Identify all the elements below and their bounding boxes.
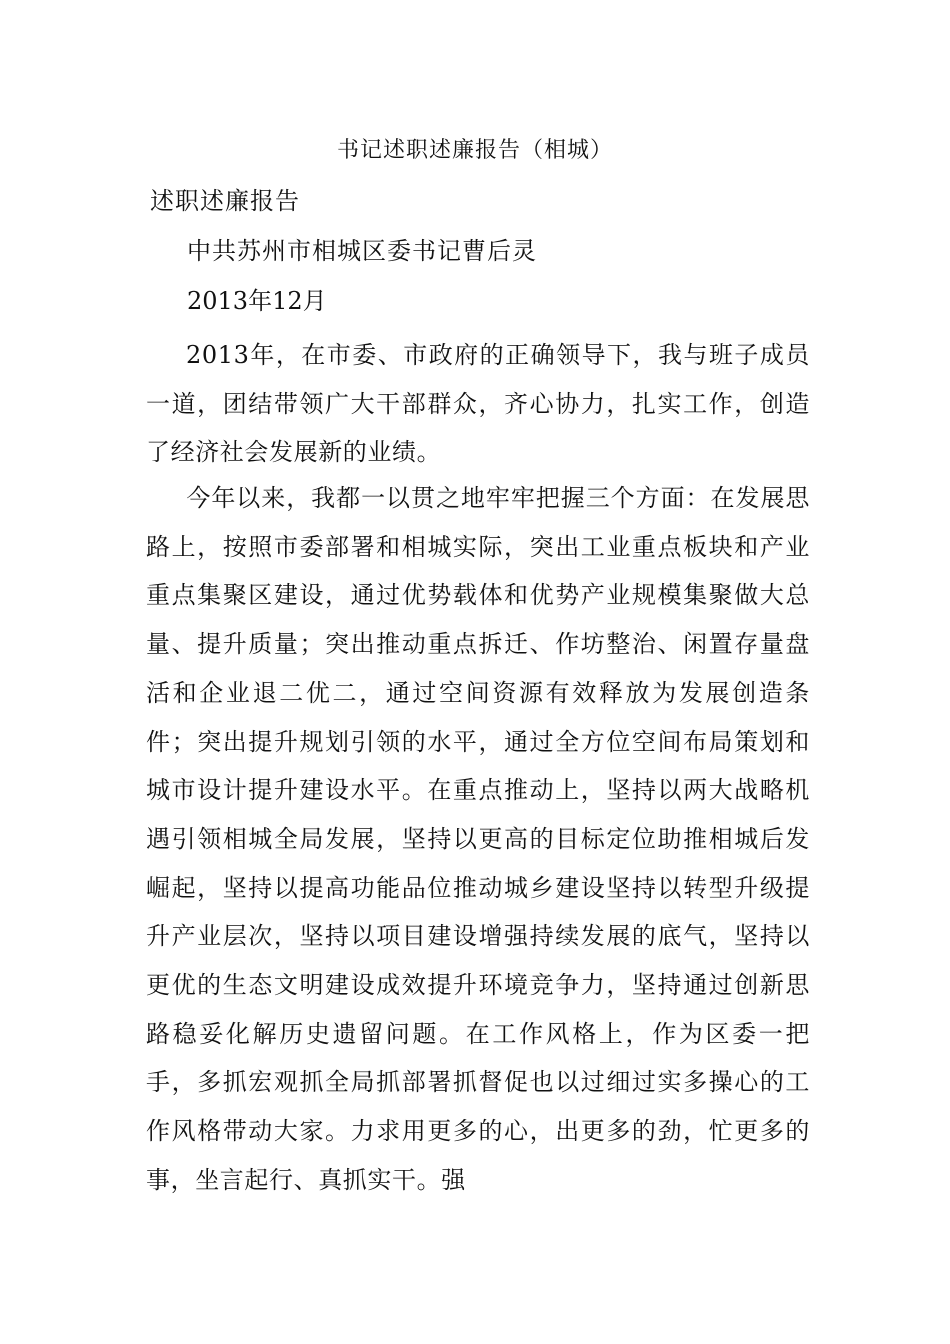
document-title: 书记述职述廉报告（相城）	[336, 138, 613, 163]
body-paragraph-1-text: 2013年，在市委、市政府的正确领导下，我与班子成员一道，团结带领广大干部群众，齐心协力，扎实工作，创造了经济社会发展新的业绩。	[146, 341, 810, 467]
report-date: 2013年12月	[187, 287, 327, 315]
body-paragraph-2-text: 今年以来，我都一以贯之地牢牢把握三个方面：在发展思路上，按照市委部署和相城实际，突出工业重点板块和产业重点集聚区建设，通过优势载体和优势产业规模集聚做大总量、提升质量；突出推动重点拆迁、作坊整治、闲置存量盘活和企业退二优二，通过空间资源有效释放为发展创造条件；突出提升规划引领的水平，通过全方位空间布局策划和城市设计提升建设水平。在重点推动上，坚持以两大战略机遇引领相城全局发展，坚持以更高的目标定位助推相城后发崛起，坚持以提高功能品位推动城乡建设坚持以转型升级提升产业层次，坚持以项目建设增强持续发展的底气，坚持以更优的生态文明建设成效提升环境竞争力，坚持通过创新思路稳妥化解历史遗留问题。在工作风格上，作为区委一把手，多抓宏观抓全局抓部署抓督促也以过细过实多操心的工作风格带动大家。力求用更多的心，出更多的劲，忙更多的事，坐言起行、真抓实干。强	[146, 484, 810, 1194]
body-paragraph-2	[146, 474, 810, 1205]
body-paragraph-1	[146, 331, 810, 477]
author-line: 中共苏州市相城区委书记曹后灵	[187, 237, 537, 265]
report-subtitle: 述职述廉报告	[150, 187, 300, 215]
